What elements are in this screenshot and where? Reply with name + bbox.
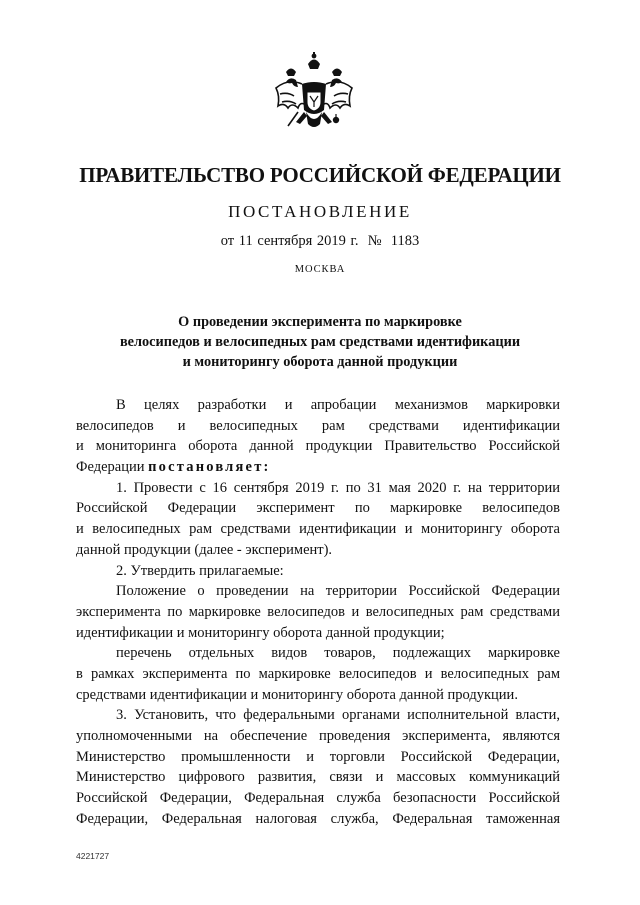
document-type: ПОСТАНОВЛЕНИЕ [228,202,412,221]
body-line: эксперимента по маркировке велосипедов и велосипедных рам средствами [76,603,560,620]
body-line: средствами идентификации и мониторингу оборота данной продукции. [76,686,518,703]
emphasized-verb: постановляет: [148,459,271,476]
document-number-footer: 4221727 [76,851,110,861]
body-line: Российской Федерации эксперимент по маркировке велосипедов [76,500,560,517]
title-line: О проведении эксперимента по маркировке [178,314,462,330]
body-line: Министерство цифрового развития, связи и массовых коммуникаций [76,769,560,786]
body-line: Положение о проведении на территории Российской Федерации [116,583,560,600]
city: МОСКВА [294,264,346,275]
date-and-number: от 11 сентября 2019 г. № 1183 [220,233,420,249]
title-line: и мониторингу оборота данной продукции [182,354,458,370]
body-line: В целях разработки и апробации механизмов маркировки [116,397,560,413]
body-line [76,457,560,478]
body-line: в рамках эксперимента по маркировке велосипедов и велосипедных рам [76,665,560,682]
body-line: идентификации и мониторингу оборота данной продукции; [76,624,445,641]
body-line: уполномоченными на обеспечение проведения эксперимента, являются [76,728,560,744]
body-line: Российской Федерации, Федеральная служба безопасности Российской [76,790,560,807]
body-line: и мониторинга оборота данной продукции Правительство Российской [76,438,560,455]
document-title [0,312,640,372]
coat-of-arms-emblem [272,50,356,146]
body-line: Федерации, Федеральная налоговая служба, Федеральная таможенная [76,810,560,827]
title-line: велосипедов и велосипедных рам средствами идентификации [119,334,521,350]
body-line: велосипедов и велосипедных рам средствами идентификации [76,417,560,434]
body-line: 3. Установить, что федеральными органами исполнительной власти, [116,707,560,724]
body-line: перечень отдельных видов товаров, подлежащих маркировке [116,645,560,662]
body-line: 2. Утвердить прилагаемые: [116,562,284,579]
body-line: и велосипедных рам средствами идентификации и мониторингу оборота [76,521,560,538]
body-text: Федерации [76,459,149,476]
document-body [76,395,560,829]
body-line: Министерство промышленности и торговли Российской Федерации, [76,748,560,765]
body-line: данной продукции (далее - эксперимент). [76,541,333,558]
government-name: ПРАВИТЕЛЬСТВО РОССИЙСКОЙ ФЕДЕРАЦИИ [79,163,561,187]
body-line: 1. Провести с 16 сентября 2019 г. по 31 мая 2020 г. на территории [116,479,560,496]
